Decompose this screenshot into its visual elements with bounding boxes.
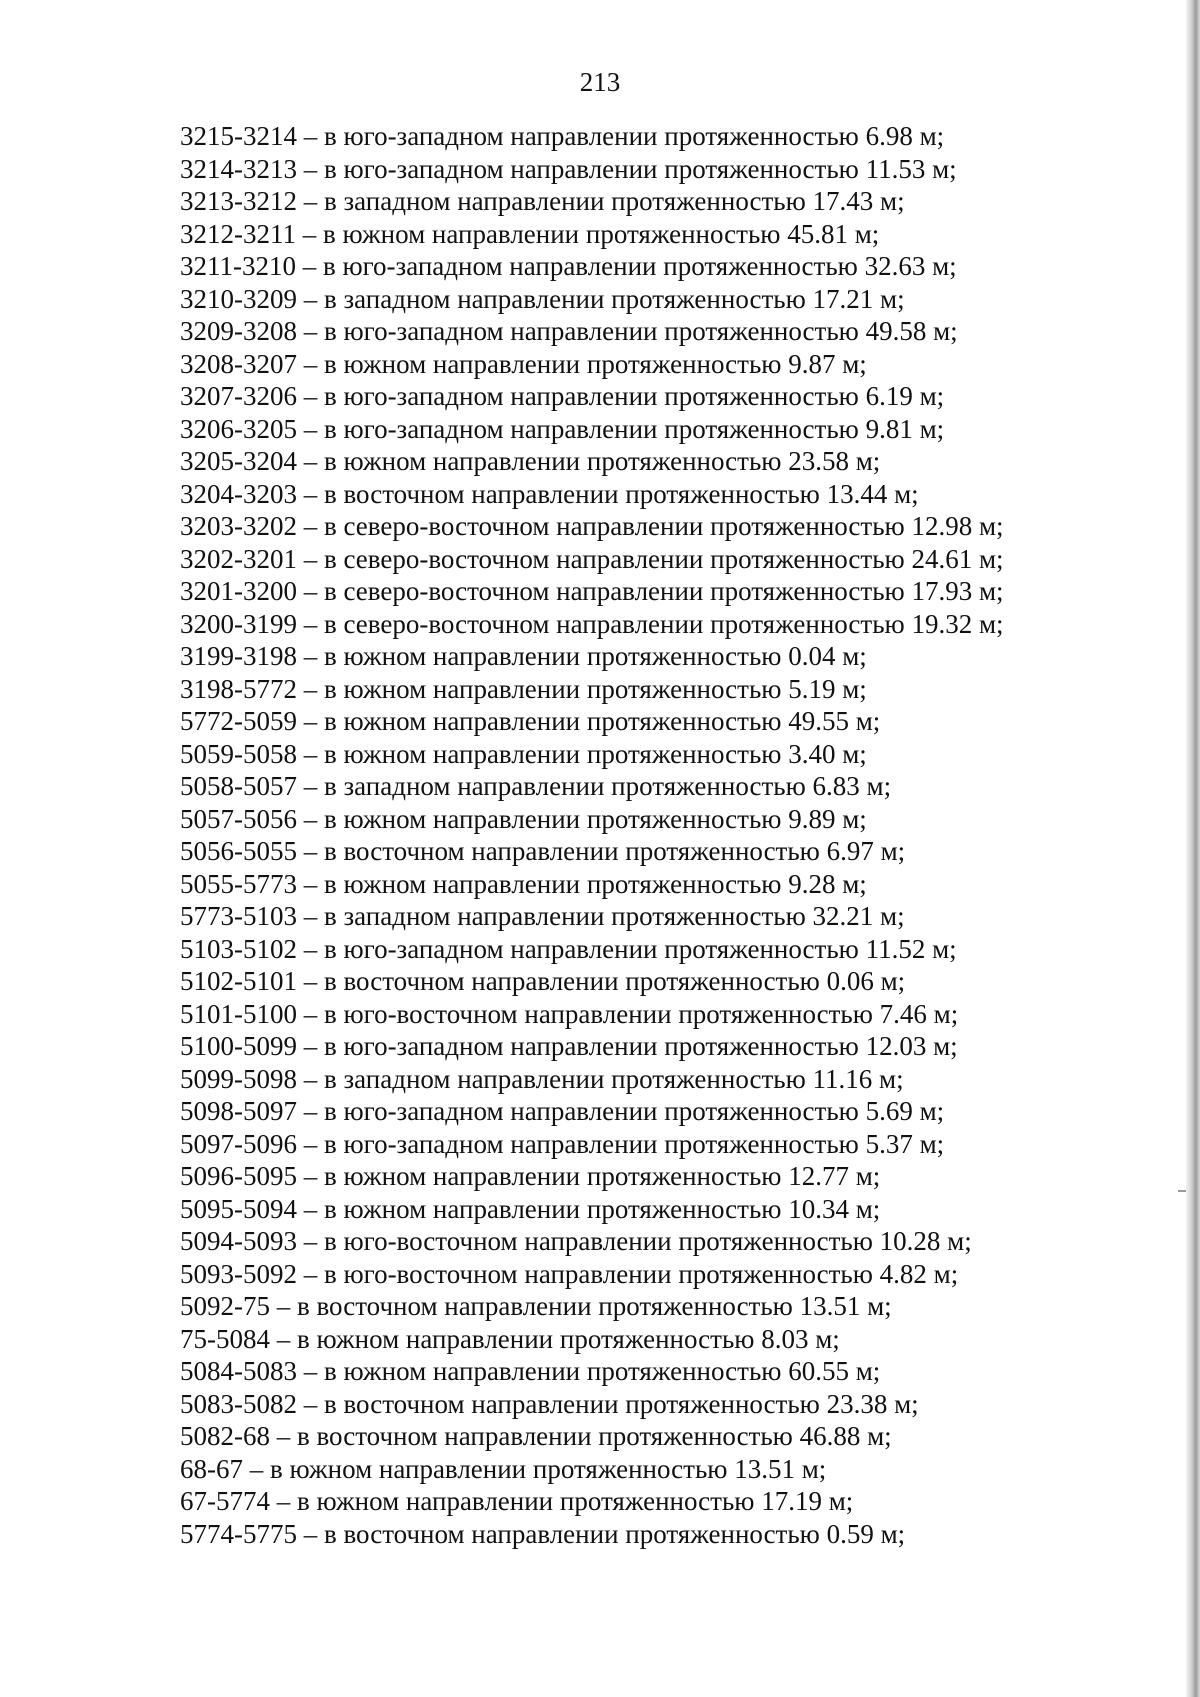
boundary-segment-line: 5098-5097 – в юго-западном направлении протяженностью 5.69 м; xyxy=(180,1096,945,1126)
boundary-segment-line: 3202-3201 – в северо-восточном направлении протяженностью 24.61 м; xyxy=(180,543,1004,574)
boundary-segment-line: 5099-5098 – в западном направлении протяженностью 11.16 м; xyxy=(180,1063,904,1094)
boundary-segment-line: 5094-5093 – в юго-восточном направлении протяженностью 10.28 м; xyxy=(180,1226,972,1256)
boundary-segment-line: 3206-3205 – в юго-западном направлении протяженностью 9.81 м; xyxy=(180,413,945,444)
boundary-segment-line: 5102-5101 – в восточном направлении протяженностью 0.06 м; xyxy=(180,966,906,996)
boundary-segment-line: 5103-5102 – в юго-западном направлении протяженностью 11.52 м; xyxy=(180,933,957,964)
boundary-segment-line: 68-67 – в южном направлении протяженностью 13.51 м; xyxy=(180,1453,827,1484)
boundary-segment-line: 3215-3214 – в юго-западном направлении протяженностью 6.98 м; xyxy=(180,121,945,151)
boundary-segment-line: 5095-5094 – в южном направлении протяженностью 10.34 м; xyxy=(180,1193,881,1224)
boundary-segment-line: 5101-5100 – в юго-восточном направлении протяженностью 7.46 м; xyxy=(180,998,959,1029)
boundary-segment-line: 5092-75 – в восточном направлении протяженностью 13.51 м; xyxy=(180,1291,892,1321)
boundary-segment-line: 5097-5096 – в юго-западном направлении протяженностью 5.37 м; xyxy=(180,1128,945,1159)
scan-edge-mark xyxy=(1178,1190,1186,1192)
boundary-segment-list xyxy=(180,120,1140,1550)
boundary-segment-line: 3198-5772 – в южном направлении протяженностью 5.19 м; xyxy=(180,673,867,704)
boundary-segment-line: 5058-5057 – в западном направлении протяженностью 6.83 м; xyxy=(180,771,892,801)
boundary-segment-line: 3208-3207 – в южном направлении протяженностью 9.87 м; xyxy=(180,348,867,379)
boundary-segment-line: 5100-5099 – в юго-западном направлении протяженностью 12.03 м; xyxy=(180,1031,958,1061)
boundary-segment-line: 5772-5059 – в южном направлении протяженностью 49.55 м; xyxy=(180,706,881,736)
boundary-segment-line: 3212-3211 – в южном направлении протяженностью 45.81 м; xyxy=(180,218,880,249)
boundary-segment-line: 5774-5775 – в восточном направлении протяженностью 0.59 м; xyxy=(180,1518,906,1549)
boundary-segment-line: 3201-3200 – в северо-восточном направлении протяженностью 17.93 м; xyxy=(180,576,1004,606)
boundary-segment-line: 5055-5773 – в южном направлении протяженностью 9.28 м; xyxy=(180,868,867,899)
boundary-segment-line: 3205-3204 – в южном направлении протяженностью 23.58 м; xyxy=(180,446,881,476)
boundary-segment-line: 3211-3210 – в юго-западном направлении протяженностью 32.63 м; xyxy=(180,251,957,281)
boundary-segment-line: 3207-3206 – в юго-западном направлении протяженностью 6.19 м; xyxy=(180,381,945,411)
boundary-segment-line: 3214-3213 – в юго-западном направлении протяженностью 11.53 м; xyxy=(180,153,957,184)
boundary-segment-line: 67-5774 – в южном направлении протяженностью 17.19 м; xyxy=(180,1486,854,1516)
boundary-segment-line: 5059-5058 – в южном направлении протяженностью 3.40 м; xyxy=(180,738,867,769)
boundary-segment-line: 3200-3199 – в северо-восточном направлении протяженностью 19.32 м; xyxy=(180,608,1004,639)
boundary-segment-line: 5773-5103 – в западном направлении протяженностью 32.21 м; xyxy=(180,901,905,931)
boundary-segment-line: 3210-3209 – в западном направлении протяженностью 17.21 м; xyxy=(180,283,905,314)
page-number: 213 xyxy=(579,67,621,97)
boundary-segment-line: 3213-3212 – в западном направлении протяженностью 17.43 м; xyxy=(180,186,905,216)
boundary-segment-line: 5096-5095 – в южном направлении протяженностью 12.77 м; xyxy=(180,1161,881,1191)
boundary-segment-line: 3204-3203 – в восточном направлении протяженностью 13.44 м; xyxy=(180,478,919,509)
boundary-segment-line: 3209-3208 – в юго-западном направлении протяженностью 49.58 м; xyxy=(180,316,958,346)
scan-edge-shadow xyxy=(1186,0,1200,1697)
boundary-segment-line: 5093-5092 – в юго-восточном направлении протяженностью 4.82 м; xyxy=(180,1258,959,1289)
boundary-segment-line: 3199-3198 – в южном направлении протяженностью 0.04 м; xyxy=(180,641,867,671)
boundary-segment-line: 3203-3202 – в северо-восточном направлении протяженностью 12.98 м; xyxy=(180,511,1004,541)
boundary-segment-line: 5082-68 – в восточном направлении протяженностью 46.88 м; xyxy=(180,1421,892,1451)
boundary-segment-line: 5057-5056 – в южном направлении протяженностью 9.89 м; xyxy=(180,803,867,834)
boundary-segment-line: 5084-5083 – в южном направлении протяженностью 60.55 м; xyxy=(180,1356,881,1386)
boundary-segment-line: 5083-5082 – в восточном направлении протяженностью 23.38 м; xyxy=(180,1388,919,1419)
boundary-segment-line: 5056-5055 – в восточном направлении протяженностью 6.97 м; xyxy=(180,836,906,866)
boundary-segment-line: 75-5084 – в южном направлении протяженностью 8.03 м; xyxy=(180,1323,840,1354)
